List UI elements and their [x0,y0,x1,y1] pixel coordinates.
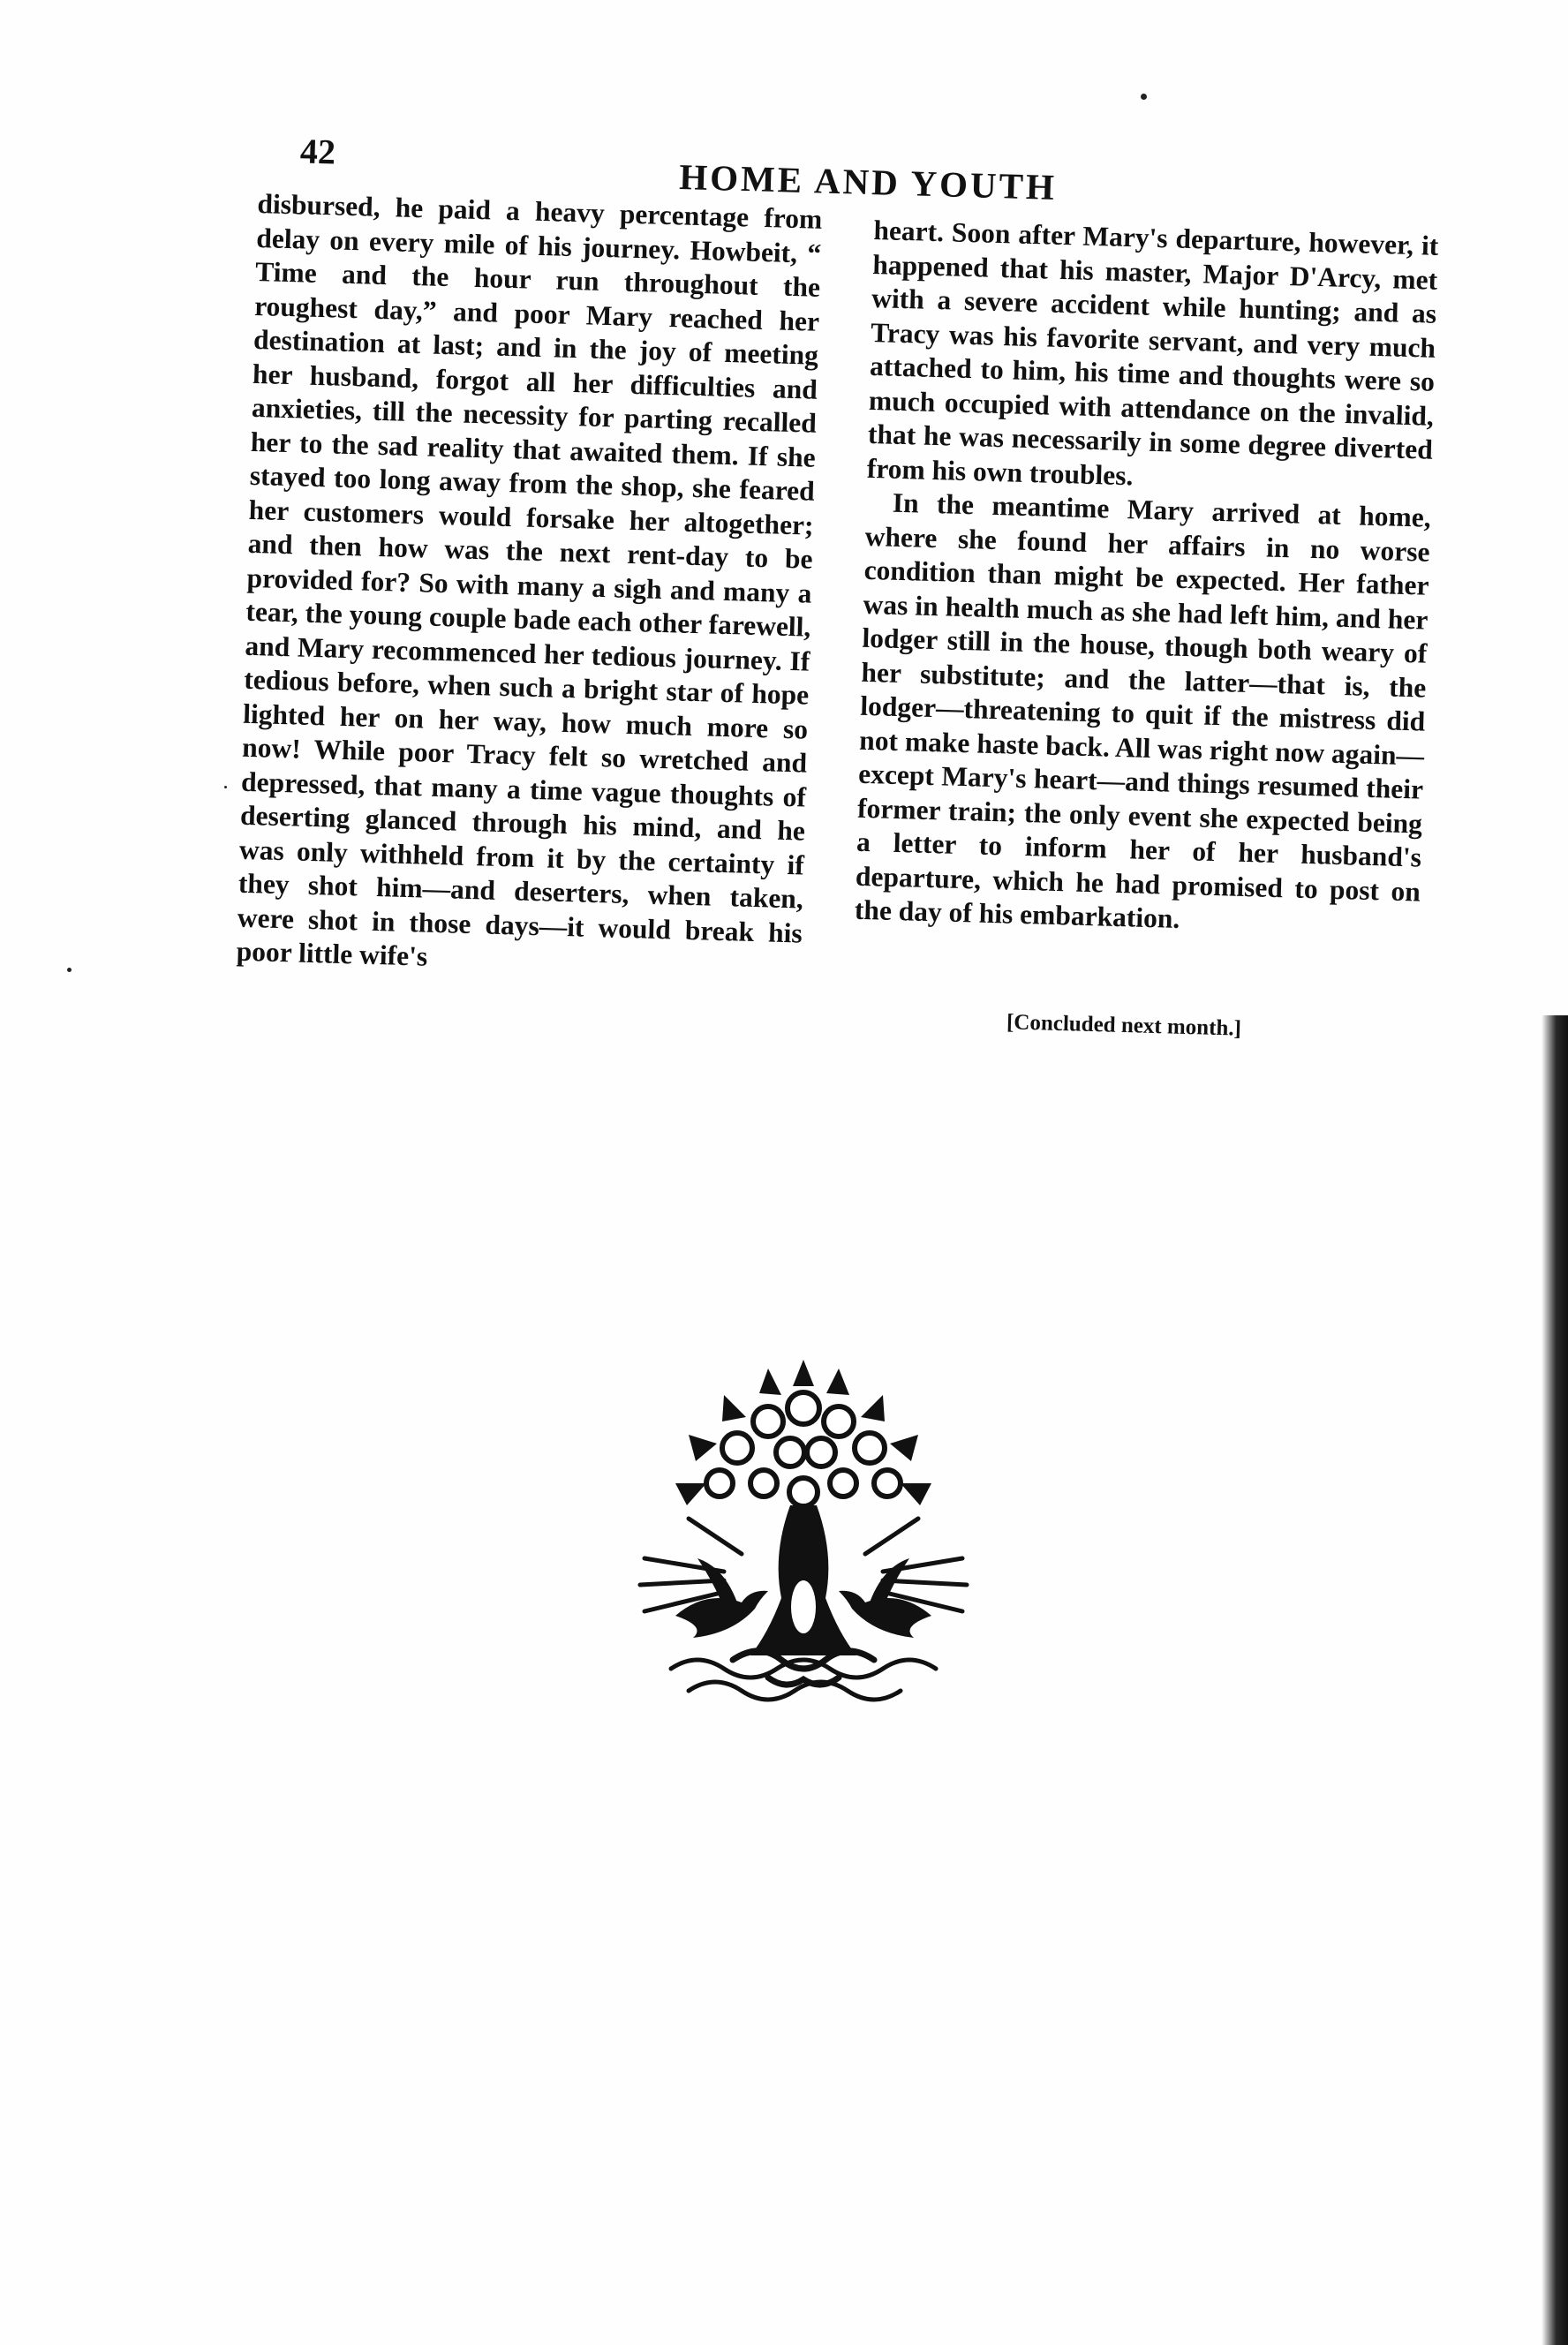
print-speck [1141,94,1147,100]
page-number: 42 [299,131,336,172]
print-speck [67,968,72,972]
continuation-note: [Concluded next month.] [1006,1010,1242,1041]
right-column [854,214,1438,943]
right-paragraph-2: In the meantime Mary arrived at home, where she found her affairs in no worse condition than might be expected. Her father was in health much as she had left him, and her lodger still in the house, though both weary of her substitute; and the latter—that is, the lodger—threatening to quit if the mistress did not make haste back. All was right now again—except Mary's heart—and things resumed their former train; the only event she expected being a letter to inform her of her husband's departure, which he had promised to post on the day of his embarkation. [854,486,1432,934]
tree-and-birds-tailpiece-icon [592,1351,1015,1704]
right-paragraph-1: heart. Soon after Mary's departure, however, it happened that his master, Major D'Arcy, met with a severe accident while hunting; and as Tracy was his favorite servant, and very much attached to him, his time and thoughts were so much occupied with attendance on the invalid, that he was necessarily in some degree diverted from his own troubles. [866,214,1439,491]
running-head: HOME AND YOUTH [678,155,1058,207]
print-speck [224,786,227,788]
page-edge-shadow [1542,1015,1568,2345]
left-paragraph-1: disbursed, he paid a heavy percentage from delay on every mile of his journey. Howbeit, “ Time and the hour run throughout the roughest day,” and poor Mary reached her destination at last; and in the joy of meeting her husband, forgot all her difficulties and anxieties, till the necessity for parting recalled her to the sad reality that awaited them. If she stayed too long away from the shop, she feared her customers would forsake her altogether; and then how was the next rent-day to be provided for? So with many a sigh and many a tear, the young couple bade each other farewell, and Mary recommenced her tedious journey. If tedious before, when such a bright star of hope lighted her on her way, how much more so now! While poor Tracy felt so wretched and depressed, that many a time vague thoughts of deserting glanced through his mind, and he was only withheld from it by the certainty if they shot him—and deserters, when taken, were shot in those days—it would break his poor little wife's [236,187,823,972]
left-column [236,187,822,984]
